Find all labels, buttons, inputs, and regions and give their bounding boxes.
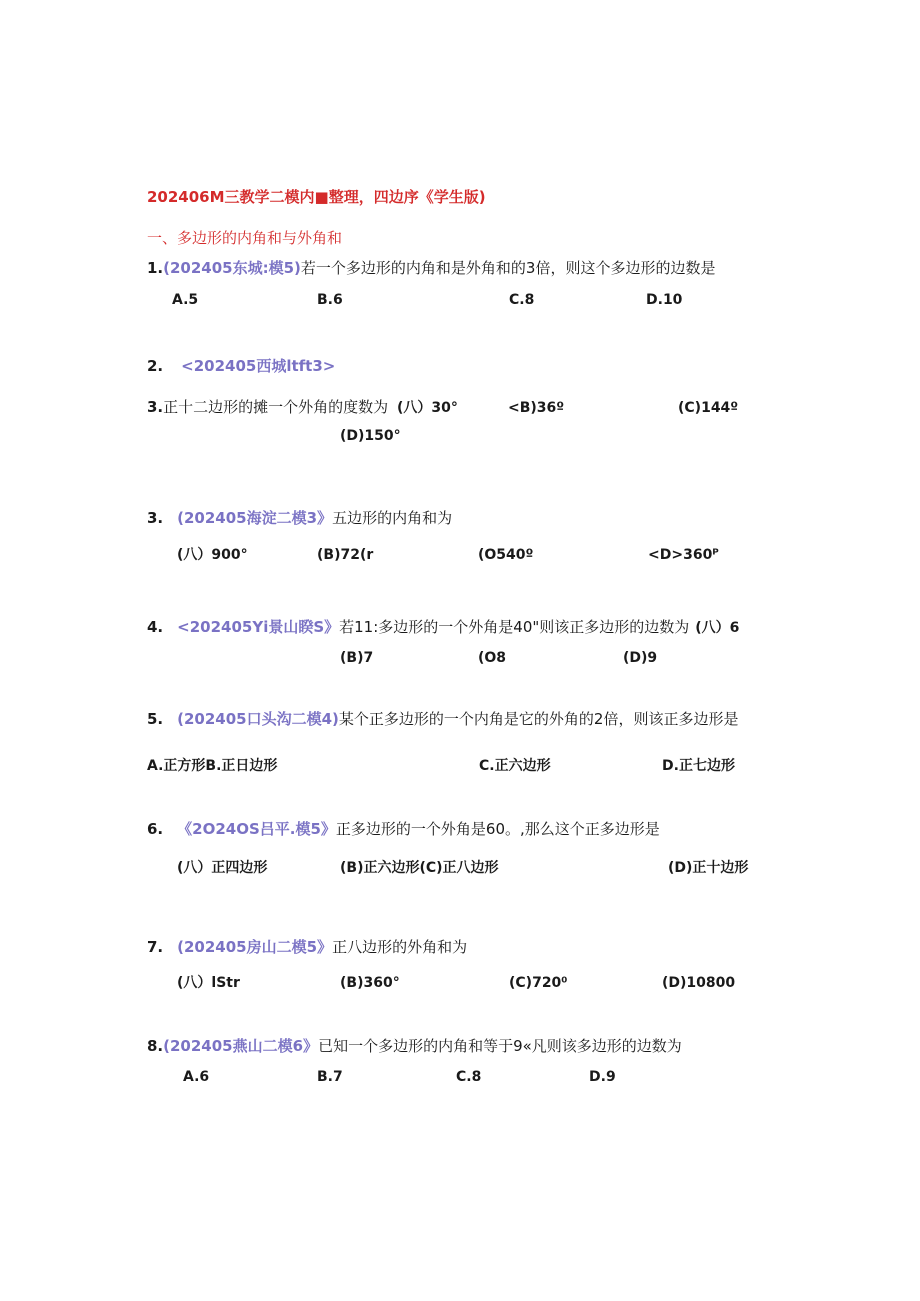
option-a: A.5	[172, 292, 199, 308]
question-number: 1.	[147, 259, 164, 277]
question-3a	[147, 397, 388, 417]
option-d: D.正七边形	[662, 758, 735, 774]
question-number: 2.	[147, 357, 164, 375]
option-ab: A.正方形B.正日边形	[147, 758, 278, 774]
option-b: (B)360°	[340, 975, 400, 991]
option-d: (D)10800	[662, 975, 736, 991]
question-1	[147, 258, 715, 278]
section-heading: 一、多边形的内角和与外角和	[147, 229, 343, 247]
question-source: <202405Yi景山睽S》	[177, 618, 340, 636]
option-a: (八）正四边形	[177, 860, 268, 876]
question-7	[147, 937, 467, 957]
option-a: (八）lStr	[177, 975, 240, 991]
question-text: 某个正多边形的一个内角是它的外角的2倍，则该正多边形是	[338, 710, 739, 728]
question-3b	[147, 508, 452, 528]
question-source: (202405燕山二模6》	[163, 1037, 319, 1055]
question-source: (202405海淀二模3》	[177, 509, 333, 527]
question-number: 7.	[147, 938, 164, 956]
question-8	[147, 1036, 682, 1056]
option-d: (D)9	[623, 650, 658, 666]
question-number: 3.	[147, 509, 164, 527]
question-source: (202405东城:模5)	[163, 259, 301, 277]
question-number: 5.	[147, 710, 164, 728]
option-a: (八）30°	[397, 400, 458, 416]
option-bc: (B)正六边形(C)正八边形	[340, 860, 499, 876]
question-number: 8.	[147, 1037, 164, 1055]
question-5	[147, 709, 738, 729]
option-a: (八）6	[695, 620, 740, 636]
question-source: (202405房山二模5》	[177, 938, 333, 956]
option-a: (八）900°	[177, 547, 248, 563]
option-c: C.8	[456, 1069, 482, 1085]
question-text: 正多边形的一个外角是60。,那么这个正多边形是	[335, 820, 660, 838]
option-b: B.6	[317, 292, 343, 308]
option-d: (D)正十边形	[668, 860, 749, 876]
question-6	[147, 819, 660, 839]
option-c: C.8	[509, 292, 535, 308]
option-d: (D)150°	[340, 428, 401, 444]
question-text: 五边形的内角和为	[332, 509, 453, 527]
option-b: (B)72(r	[317, 547, 374, 563]
option-c: C.正六边形	[479, 758, 551, 774]
option-a: A.6	[183, 1069, 210, 1085]
question-2	[147, 356, 335, 376]
option-d: D.9	[589, 1069, 616, 1085]
option-d: <D>360ᴾ	[648, 547, 719, 563]
option-c: (C)720⁰	[509, 975, 568, 991]
option-c: (C)144º	[678, 400, 739, 416]
question-number: 6.	[147, 820, 164, 838]
question-text: 正八边形的外角和为	[332, 938, 468, 956]
option-b: <B)36º	[508, 400, 565, 416]
question-text: 若11:多边形的一个外角是40"则该正多边形的边数为	[339, 618, 690, 636]
option-c: (O540º	[478, 547, 534, 563]
question-source: (202405口头沟二模4)	[177, 710, 339, 728]
option-d: D.10	[646, 292, 683, 308]
document-title: 202406M三教学二模内■整理，四边序《学生版)	[147, 188, 486, 206]
question-text: 已知一个多边形的内角和等于9«凡则该多边形的边数为	[318, 1037, 682, 1055]
option-b: (B)7	[340, 650, 374, 666]
question-number: 3.	[147, 398, 164, 416]
option-b: B.7	[317, 1069, 343, 1085]
question-source: 《2O24OS吕平.模5》	[177, 820, 336, 838]
question-source: <202405西城ltft3>	[181, 357, 336, 375]
question-4	[147, 617, 739, 638]
question-text: 若一个多边形的内角和是外角和的3倍，则这个多边形的边数是	[300, 259, 716, 277]
question-number: 4.	[147, 618, 164, 636]
question-text: 正十二边形的摊一个外角的度数为	[163, 398, 389, 416]
option-c: (O8	[478, 650, 507, 666]
